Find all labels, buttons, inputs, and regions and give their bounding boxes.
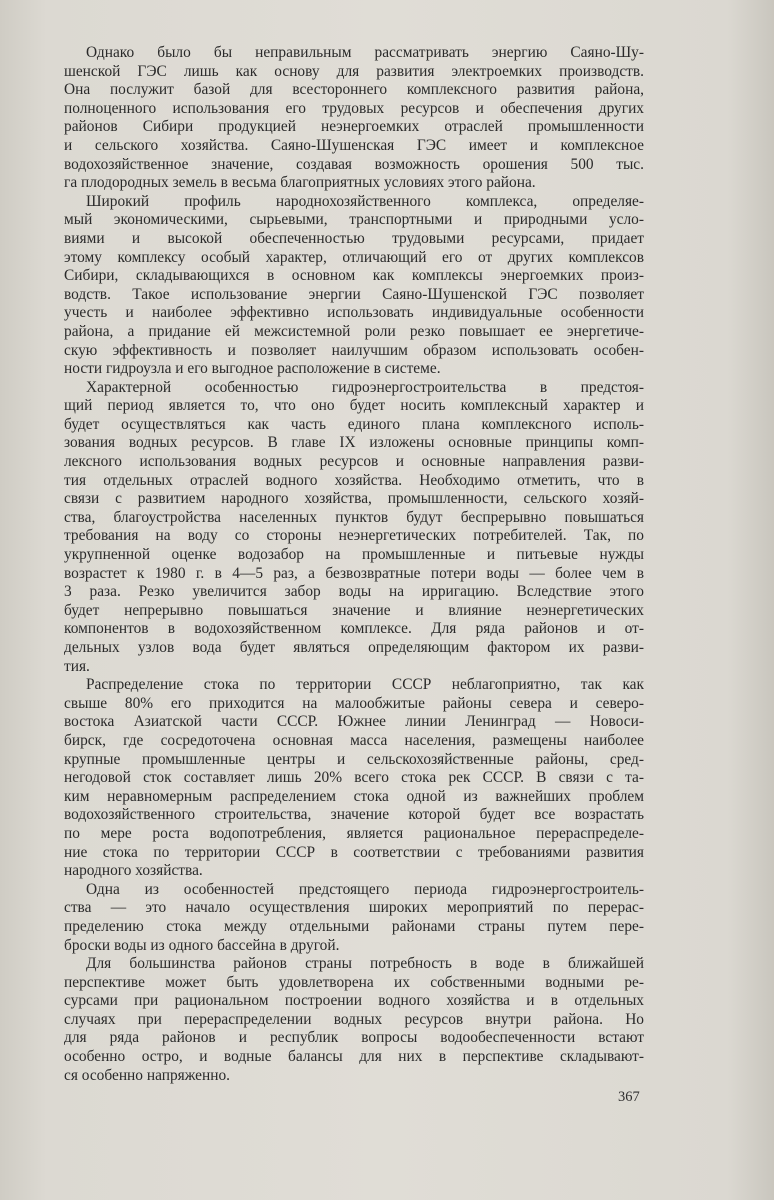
text-line: лексного использования водных ресурсов и основные направления разви- xyxy=(64,453,644,471)
text-line: га плодородных земель в весьма благоприятных условиях этого района. xyxy=(64,174,536,192)
text-line: районов Сибири продукцией неэнергоемких отраслей промышленности xyxy=(64,118,644,136)
text-line: компонентов в водохозяйственном комплексе. Для ряда районов и от- xyxy=(64,620,644,638)
text-line: возрастет к 1980 г. в 4—5 раз, а безвозвратные потери воды — более чем в xyxy=(64,564,644,582)
text-line: связи с развитием народного хозяйства, промышленности, сельского хозяй- xyxy=(64,490,644,508)
text-line: района, а придание ей межсистемной роли резко повышает ее энергетиче- xyxy=(64,322,644,340)
text-line: ства — это начало осуществления широких мероприятий по перерас- xyxy=(64,899,644,917)
text-line: негодовой сток составляет лишь 20% всего стока рек СССР. В связи с та- xyxy=(64,769,644,787)
text-line: броски воды из одного бассейна в другой. xyxy=(64,936,340,954)
text-line: ности гидроузла и его выгодное расположение в системе. xyxy=(64,360,441,378)
page-body-text xyxy=(64,44,644,1085)
text-line: ние стока по территории СССР в соответствии с требованиями развития xyxy=(64,843,644,861)
text-line: сурсами при рациональном построении водного хозяйства и в отдельных xyxy=(64,992,644,1010)
text-line: 3 раза. Резко увеличится забор воды на ирригацию. Вследствие этого xyxy=(64,583,644,601)
text-line: щий период является то, что оно будет носить комплексный характер и xyxy=(64,397,644,415)
text-line: водохозяйственного строительства, значение которой будет все возрастать xyxy=(64,806,644,824)
text-line: водохозяйственное значение, создавая возможность орошения 500 тыс. xyxy=(64,155,644,173)
text-line: востока Азиатской части СССР. Южнее линии Ленинград — Новоси- xyxy=(64,713,644,731)
text-line: крупные промышленные центры и сельскохозяйственные районы, сред- xyxy=(64,750,644,768)
text-line: ким неравномерным распределением стока одной из важнейших проблем xyxy=(64,787,644,805)
text-line: и сельского хозяйства. Саяно-Шушенская ГЭС имеет и комплексное xyxy=(64,136,644,154)
text-line: этому комплексу особый характер, отличающий его от других комплексов xyxy=(64,248,644,266)
text-line: водств. Такое использование энергии Саяно-Шушенской ГЭС позволяет xyxy=(64,285,644,303)
text-line: тия отдельных отраслей водного хозяйства. Необходимо отметить, что в xyxy=(64,471,644,489)
text-line: по мере роста водопотребления, является рациональное перераспределе- xyxy=(64,824,644,842)
text-line: Однако было бы неправильным рассматривать энергию Саяно-Шу- xyxy=(86,44,644,61)
text-line: особенно остро, и водные балансы для них в перспективе складывают- xyxy=(64,1048,644,1066)
paragraph-3 xyxy=(64,379,644,677)
text-line: тия. xyxy=(64,657,90,675)
page-number: 367 xyxy=(618,1089,640,1105)
text-line: ся особенно напряженно. xyxy=(64,1066,230,1084)
text-line: мый экономическими, сырьевыми, транспортными и природными усло- xyxy=(64,211,644,229)
text-line: свыше 80% его приходится на малообжитые районы севера и северо- xyxy=(64,694,644,712)
paragraph-4 xyxy=(64,676,644,881)
text-line: Одна из особенностей предстоящего периода гидроэнергостроитель- xyxy=(86,880,644,898)
text-line: Она послужит базой для всестороннего комплексного развития района, xyxy=(64,81,644,99)
text-line: Широкий профиль народнохозяйственного комплекса, определяе- xyxy=(86,192,644,210)
text-line: пределению стока между отдельными районами страны путем пере- xyxy=(64,917,644,935)
text-line: требования на воду со стороны неэнергетических потребителей. Так, по xyxy=(64,527,644,545)
text-line: Характерной особенностью гидроэнергостроительства в предстоя- xyxy=(86,378,644,396)
text-line: для ряда районов и республик вопросы водообеспеченности встают xyxy=(64,1029,644,1047)
text-line: бирск, где сосредоточена основная масса населения, размещены наиболее xyxy=(64,731,644,749)
text-line: случаях при перераспределении водных ресурсов внутри района. Но xyxy=(64,1010,644,1028)
paragraph-5 xyxy=(64,881,644,955)
text-line: полноценного использования его трудовых ресурсов и обеспечения других xyxy=(64,99,644,117)
text-line: зования водных ресурсов. В главе IX изложены основные принципы комп- xyxy=(64,434,644,452)
text-line: Распределение стока по территории СССР неблагоприятно, так как xyxy=(86,676,644,694)
paragraph-6 xyxy=(64,955,644,1085)
text-line: будет непрерывно повышаться значение и влияние неэнергетических xyxy=(64,601,644,619)
text-line: народного хозяйства. xyxy=(64,862,203,880)
text-line: скую эффективность и позволяет наилучшим образом использовать особен- xyxy=(64,341,644,359)
text-line: дельных узлов вода будет являться определяющим фактором их разви- xyxy=(64,639,644,656)
text-line: учесть и наиболее эффективно использовать индивидуальные особенности xyxy=(64,304,644,322)
text-line: ства, благоустройства населенных пунктов будут беспрерывно повышаться xyxy=(64,508,644,526)
text-line: Сибири, складывающихся в основном как комплексы энергоемких произ- xyxy=(64,267,644,285)
text-line: Для большинства районов страны потребность в воде в ближайшей xyxy=(86,955,644,973)
paragraph-2 xyxy=(64,193,644,379)
text-line: шенской ГЭС лишь как основу для развития электроемких производств. xyxy=(64,62,644,80)
text-line: будет осуществляться как часть единого плана комплексного исполь- xyxy=(64,415,644,433)
paragraph-1 xyxy=(64,44,644,193)
text-line: виями и высокой обеспеченностью трудовыми ресурсами, придает xyxy=(64,229,644,247)
text-line: укрупненной оценке водозабор на промышленные и питьевые нужды xyxy=(64,546,644,564)
text-line: перспективе может быть удовлетворена их собственными водными ре- xyxy=(64,973,644,991)
